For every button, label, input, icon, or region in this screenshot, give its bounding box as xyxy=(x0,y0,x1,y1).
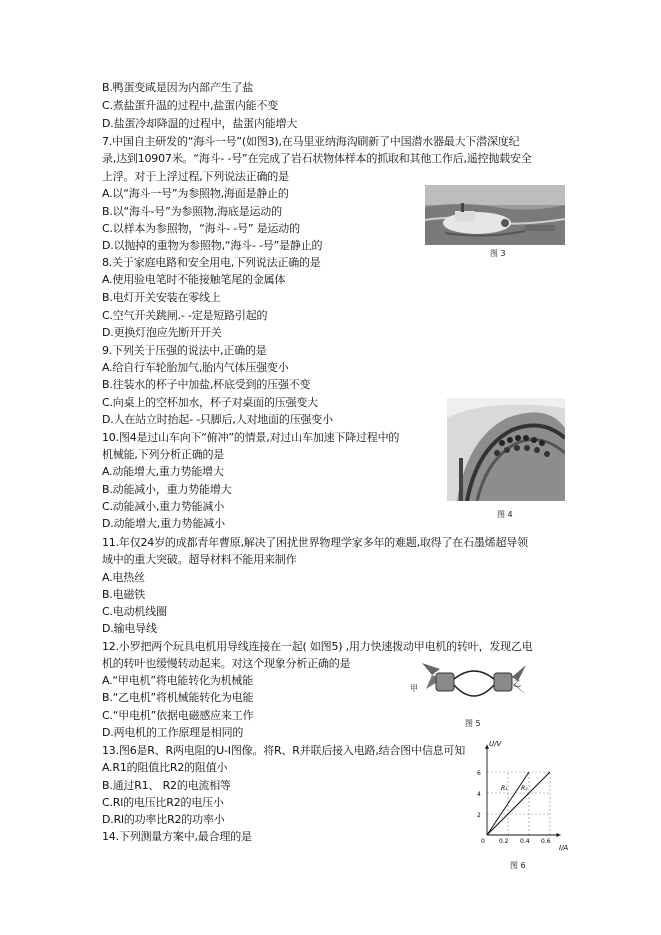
figure-6-r1-label: R₁ xyxy=(501,785,508,792)
figure-6-x-tick: 0 xyxy=(481,838,485,845)
figure-3-submersible-photo xyxy=(425,185,565,245)
text-line: B.通过R1、 R2的电流相等 xyxy=(102,779,231,792)
x-axis-arrow xyxy=(557,833,561,837)
series-line-r2 xyxy=(487,772,550,835)
text-line: A.电热丝 xyxy=(102,571,145,584)
text-line: C.“甲电机”依据电磁感应来工作 xyxy=(102,709,254,722)
text-line: A.给自行车轮胎加气,胎内气体压强变小 xyxy=(102,361,289,374)
text-line: C.以样本为参照物，“海斗- -号” 是运动的 xyxy=(102,222,300,235)
text-line: B.鸭蛋变咸是因为内部产生了盐 xyxy=(102,81,254,94)
text-line: D.更换灯泡应先断开开关 xyxy=(102,326,222,339)
figure-6-y-label: U/V xyxy=(489,740,502,748)
text-line: C.向桌上的空杯加水，杯子对桌面的压强变大 xyxy=(102,396,318,409)
text-line: B.电磁铁 xyxy=(102,588,146,601)
figure-5-label-left: 甲 xyxy=(410,684,418,693)
figure-5-caption: 图 5 xyxy=(465,719,481,728)
text-line: 机械能,下列分析正确的是 xyxy=(102,448,225,461)
text-line: 10.图4是过山车向下“俯冲”的情景,对过山车加速下降过程中的 xyxy=(102,431,400,444)
text-line: 9.下列关于压强的说法中,正确的是 xyxy=(102,344,267,357)
text-line: A.“甲电机”将电能转化为机械能 xyxy=(102,674,254,687)
text-line: D.盐蛋冷却降温的过程中，盐蛋内能增大 xyxy=(102,117,298,130)
figure-3-caption: 图 3 xyxy=(490,249,506,258)
text-line: 11.年仅24岁的成都青年曹原,解决了困扰世界物理学家多年的难题,取得了在石墨烯超导领 xyxy=(102,536,528,549)
figure-6-x-tick: 0.6 xyxy=(541,838,551,845)
text-line: D.动能增大,重力势能减小 xyxy=(102,517,225,530)
text-line: 上浮。对于上浮过程,下列说法正确的是 xyxy=(102,170,289,183)
figure-6-series xyxy=(487,772,550,835)
text-line: A.以“海斗一号”为参照物,海面是静止的 xyxy=(102,187,289,200)
text-line: B.往装水的杯子中加盐,杯底受到的压强不变 xyxy=(102,378,311,391)
text-line: 录,达到10907米。“海斗- -号”在完成了岩石状物体样本的抓取和其他工作后,遥控抛载安全 xyxy=(102,152,532,165)
text-line: 13.图6是R、R两电阻的U-I图像。将R、R并联后接入电路,结合图中信息可知 xyxy=(102,744,466,757)
figure-6-x-tick: 0.4 xyxy=(520,838,530,845)
text-line: C.空气开关跳闸.- -定是短路引起的 xyxy=(102,309,268,322)
figure-6-r2-label: R₂ xyxy=(521,785,528,792)
figure-6-x-tick: 0.2 xyxy=(499,838,509,845)
text-line: 机的转叶也缓慢转动起来。对这个现象分析正确的是 xyxy=(102,657,351,670)
text-line: D.输电导线 xyxy=(102,622,157,635)
text-line: 8.关于家庭电路和安全用电,下列说法正确的是 xyxy=(102,256,321,269)
text-line: D.人在站立时抬起- -只脚后,人对地面的压强变小 xyxy=(102,413,333,426)
text-line: C.Rl的电压比R2的电压小 xyxy=(102,796,224,809)
figure-6-y-tick: 6 xyxy=(477,770,481,777)
text-line: 域中的重大突破。超导材料不能用来制作 xyxy=(102,553,297,566)
figure-6-ui-graph xyxy=(473,738,573,853)
text-line: C.动能减小,重力势能减小 xyxy=(102,500,225,513)
figure-6-y-tick: 4 xyxy=(477,791,481,798)
figure-4-roller-coaster-photo xyxy=(447,398,565,501)
text-line: 14.下列测量方案中,最合理的是 xyxy=(102,830,252,843)
figure-6-caption: 图 6 xyxy=(510,861,526,870)
text-line: C.煮盐蛋升温的过程中,盐蛋内能不变 xyxy=(102,99,279,112)
figure-6-y-tick: 2 xyxy=(477,812,481,819)
text-line: D.Rl的功率比R2的功率小 xyxy=(102,813,225,826)
text-line: B.“乙电机”将机械能转化为电能 xyxy=(102,691,254,704)
text-line: A.R1的阻值比R2的阻值小 xyxy=(102,761,228,774)
figure-4-caption: 图 4 xyxy=(497,510,513,519)
text-line: B.电灯开关安装在零线上 xyxy=(102,291,221,304)
text-line: A.动能增大,重力势能增大 xyxy=(102,465,224,478)
text-line: C.电动机线圈 xyxy=(102,605,167,618)
text-line: D.两电机的工作原理是相同的 xyxy=(102,726,244,739)
text-line: B.动能减小，重力势能增大 xyxy=(102,483,232,496)
text-line: 12.小罗把两个玩具电机用导线连接在一起( 如图5) ,用力快速拨动甲电机的转叶，发现乙电 xyxy=(102,640,533,653)
text-line: A.使用验电笔时不能接触笔尾的金属体 xyxy=(102,273,286,286)
figure-6-x-label: I/A xyxy=(559,844,569,852)
text-line: B.以“海斗-号”为参照物,海底是运动的 xyxy=(102,205,282,218)
figure-5-label-right: 乙 xyxy=(513,679,521,688)
text-line: 7.中国自主研发的“海斗一号”(如图3),在马里亚纳海沟刷新了中国潜水器最大下潜深度纪 xyxy=(102,135,520,148)
text-line: D.以抛掉的重物为参照物,“海斗- -号”是静止的 xyxy=(102,239,323,252)
